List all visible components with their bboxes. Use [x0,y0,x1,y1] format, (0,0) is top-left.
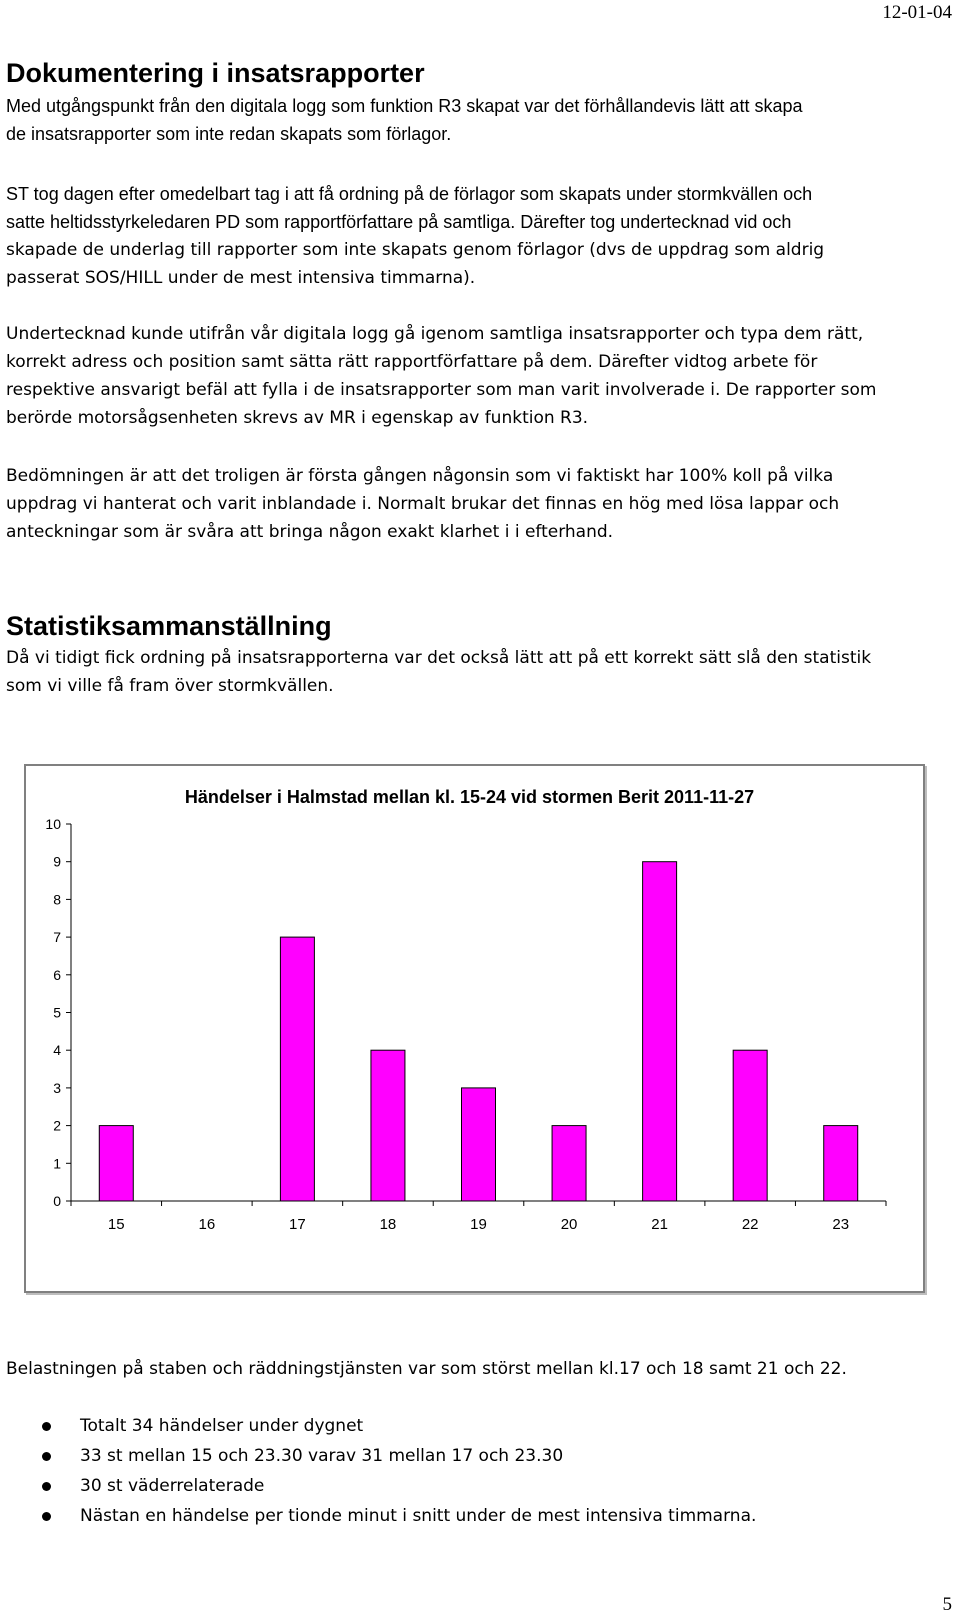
list-item-text: Totalt 34 händelser under dygnet [80,1416,364,1436]
paragraph-undertecknad [6,320,946,432]
text-line: som vi ville få fram över stormkvällen. [6,676,334,696]
text-line: de insatsrapporter som inte redan skapats som förlagor. [6,124,452,144]
y-tick-label: 10 [45,816,61,832]
text-line: anteckningar som är svåra att bringa någon exakt klarhet i i efterhand. [6,522,614,542]
paragraph-belastningen [6,1355,946,1383]
x-tick-label: 20 [560,1216,578,1233]
x-tick-label: 16 [198,1216,216,1233]
y-tick-label: 8 [53,891,61,908]
bar-17 [280,937,314,1201]
bullet-icon [42,1482,51,1491]
x-tick-label: 15 [107,1216,125,1233]
paragraph-bedomningen [6,462,946,546]
text-line: respektive ansvarigt befäl att fylla i de insatsrapporter som man varit involverade i. De rapporter som [6,380,877,400]
text-line: Belastningen på staben och räddningstjänsten var som störst mellan kl.17 och 18 samt 21 och 22. [6,1359,847,1379]
text-line: ST tog dagen efter omedelbart tag i att få ordning på de förlagor som skapats under stormkvällen och [6,184,813,204]
text-line: Då vi tidigt fick ordning på insatsrapporterna var det också lätt att på ett korrekt sätt slå den statistik [6,648,872,668]
x-tick-label: 19 [470,1216,487,1233]
y-tick-label: 4 [53,1042,61,1059]
x-tick-label: 17 [289,1216,306,1233]
text-line: Undertecknad kunde utifrån vår digitala logg gå igenom samtliga insatsrapporter och typa dem rätt, [6,324,864,344]
text-line: satte heltidsstyrkeledaren PD som rapportförfattare på samtliga. Därefter tog undertecknad vid och [6,212,792,232]
y-tick-label: 5 [53,1004,61,1021]
chart-title: Händelser i Halmstad mellan kl. 15-24 vid stormen Berit 2011-11-27 [184,787,755,807]
paragraph-intro [6,92,946,148]
y-tick-label: 2 [53,1117,61,1134]
x-tick-label: 18 [379,1216,397,1233]
text-line: passerat SOS/HILL under de mest intensiva timmarna). [6,268,476,288]
bar-19 [462,1088,496,1201]
page-number: 5 [942,1594,952,1615]
text-line: korrekt adress och position samt sätta rätt rapportförfattare på dem. Därefter vidtog arbete för [6,352,818,372]
bar-20 [552,1126,586,1201]
list-item-text: 30 st väderrelaterade [80,1476,265,1496]
y-tick-label: 7 [53,929,61,946]
x-tick-label: 21 [651,1216,668,1233]
y-tick-label: 6 [53,966,61,983]
chart-frame [24,764,925,1293]
x-tick-label: 23 [832,1216,850,1233]
bar-chart [26,766,923,1291]
y-tick-label: 3 [53,1079,61,1096]
y-tick-label: 9 [53,853,61,870]
list-item-text: Nästan en händelse per tionde minut i snitt under de mest intensiva timmarna. [80,1506,757,1526]
list-item-text: 33 st mellan 15 och 23.30 varav 31 mellan 17 och 23.30 [80,1446,564,1466]
paragraph-statistik [6,644,946,700]
text-line: Bedömningen är att det troligen är första gången någonsin som vi faktiskt har 100% koll på vilka [6,466,834,486]
paragraph-st [6,180,946,292]
bar-21 [643,862,677,1201]
section-title-dokumentering: Dokumentering i insatsrapporter [6,58,425,88]
bar-15 [99,1126,133,1201]
text-line: Med utgångspunkt från den digitala logg som funktion R3 skapat var det förhållandevis lätt att skapa [6,96,803,116]
bullet-icon [42,1512,51,1521]
text-line: berörde motorsågsenheten skrevs av MR i egenskap av funktion R3. [6,408,589,428]
bar-23 [824,1126,858,1201]
text-line: skapade de underlag till rapporter som inte skapats genom förlagor (dvs de uppdrag som aldrig [6,240,825,260]
header-date: 12-01-04 [882,2,952,23]
section-title-statistik: Statistiksammanställning [6,611,332,641]
text-line: uppdrag vi hanterat och varit inblandade i. Normalt brukar det finnas en hög med lösa lappar och [6,494,840,514]
x-tick-label: 22 [741,1216,759,1233]
y-tick-label: 0 [53,1193,61,1209]
bar-18 [371,1050,405,1201]
bullet-icon [42,1422,51,1431]
y-tick-label: 1 [53,1155,61,1172]
bar-22 [733,1050,767,1201]
bullet-icon [42,1452,51,1461]
